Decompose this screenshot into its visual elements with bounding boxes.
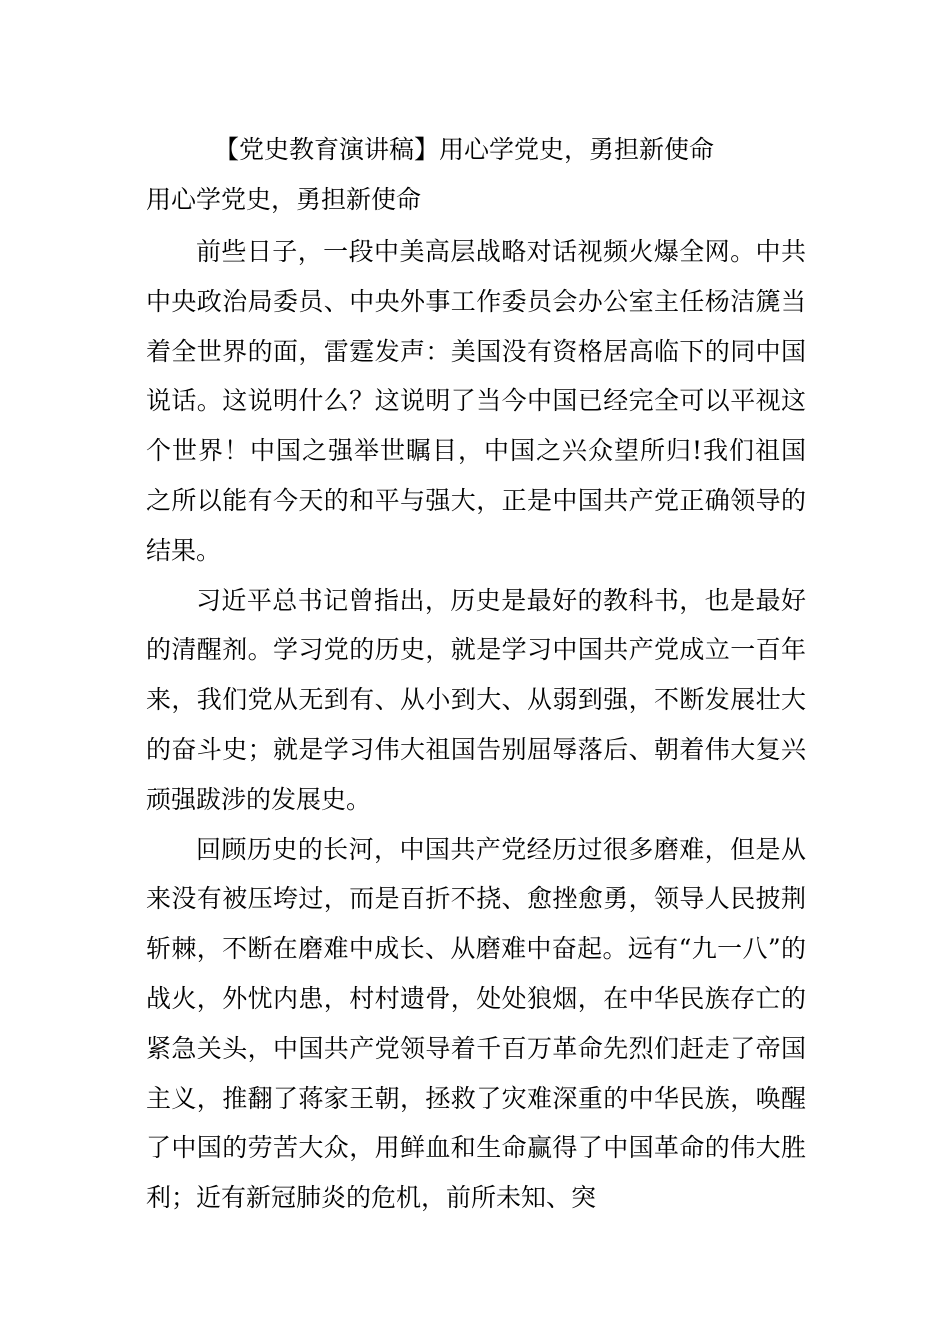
paragraph: 前些日子，一段中美高层战略对话视频火爆全网。中共中央政治局委员、中央外事工作委员会办公室主任杨洁篪当着全世界的面，雷霆发声：美国没有资格居高临下的同中国说话。这说明什么？这说明了当今中国已经完全可以平视这个世界！中国之强举世瞩目，中国之兴众望所归!我们祖国之所以能有今天的和平与强大，正是中国共产党正确领导的结果。 xyxy=(146,237,806,565)
document-subtitle: 用心学党史，勇担新使命 xyxy=(146,185,422,214)
document-body xyxy=(146,227,806,1223)
document-title: 【党史教育演讲稿】用心学党史，勇担新使命 xyxy=(214,135,715,164)
paragraph: 习近平总书记曾指出，历史是最好的教科书，也是最好的清醒剂。学习党的历史，就是学习中国共产党成立一百年来，我们党从无到有、从小到大、从弱到强，不断发展壮大的奋斗史；就是学习伟大祖国告别屈辱落后、朝着伟大复兴顽强跋涉的发展史。 xyxy=(146,585,806,814)
paragraph: 回顾历史的长河，中国共产党经历过很多磨难，但是从来没有被压垮过，而是百折不挠、愈挫愈勇，领导人民披荆斩棘，不断在磨难中成长、从磨难中奋起。远有“九一八”的战火，外忧内患，村村遗骨，处处狼烟，在中华民族存亡的紧急关头，中国共产党领导着千百万革命先烈们赶走了帝国主义，推翻了蒋家王朝，拯救了灾难深重的中华民族，唤醒了中国的劳苦大众，用鲜血和生命赢得了中国革命的伟大胜利；近有新冠肺炎的危机，前所未知、突 xyxy=(146,834,806,1213)
